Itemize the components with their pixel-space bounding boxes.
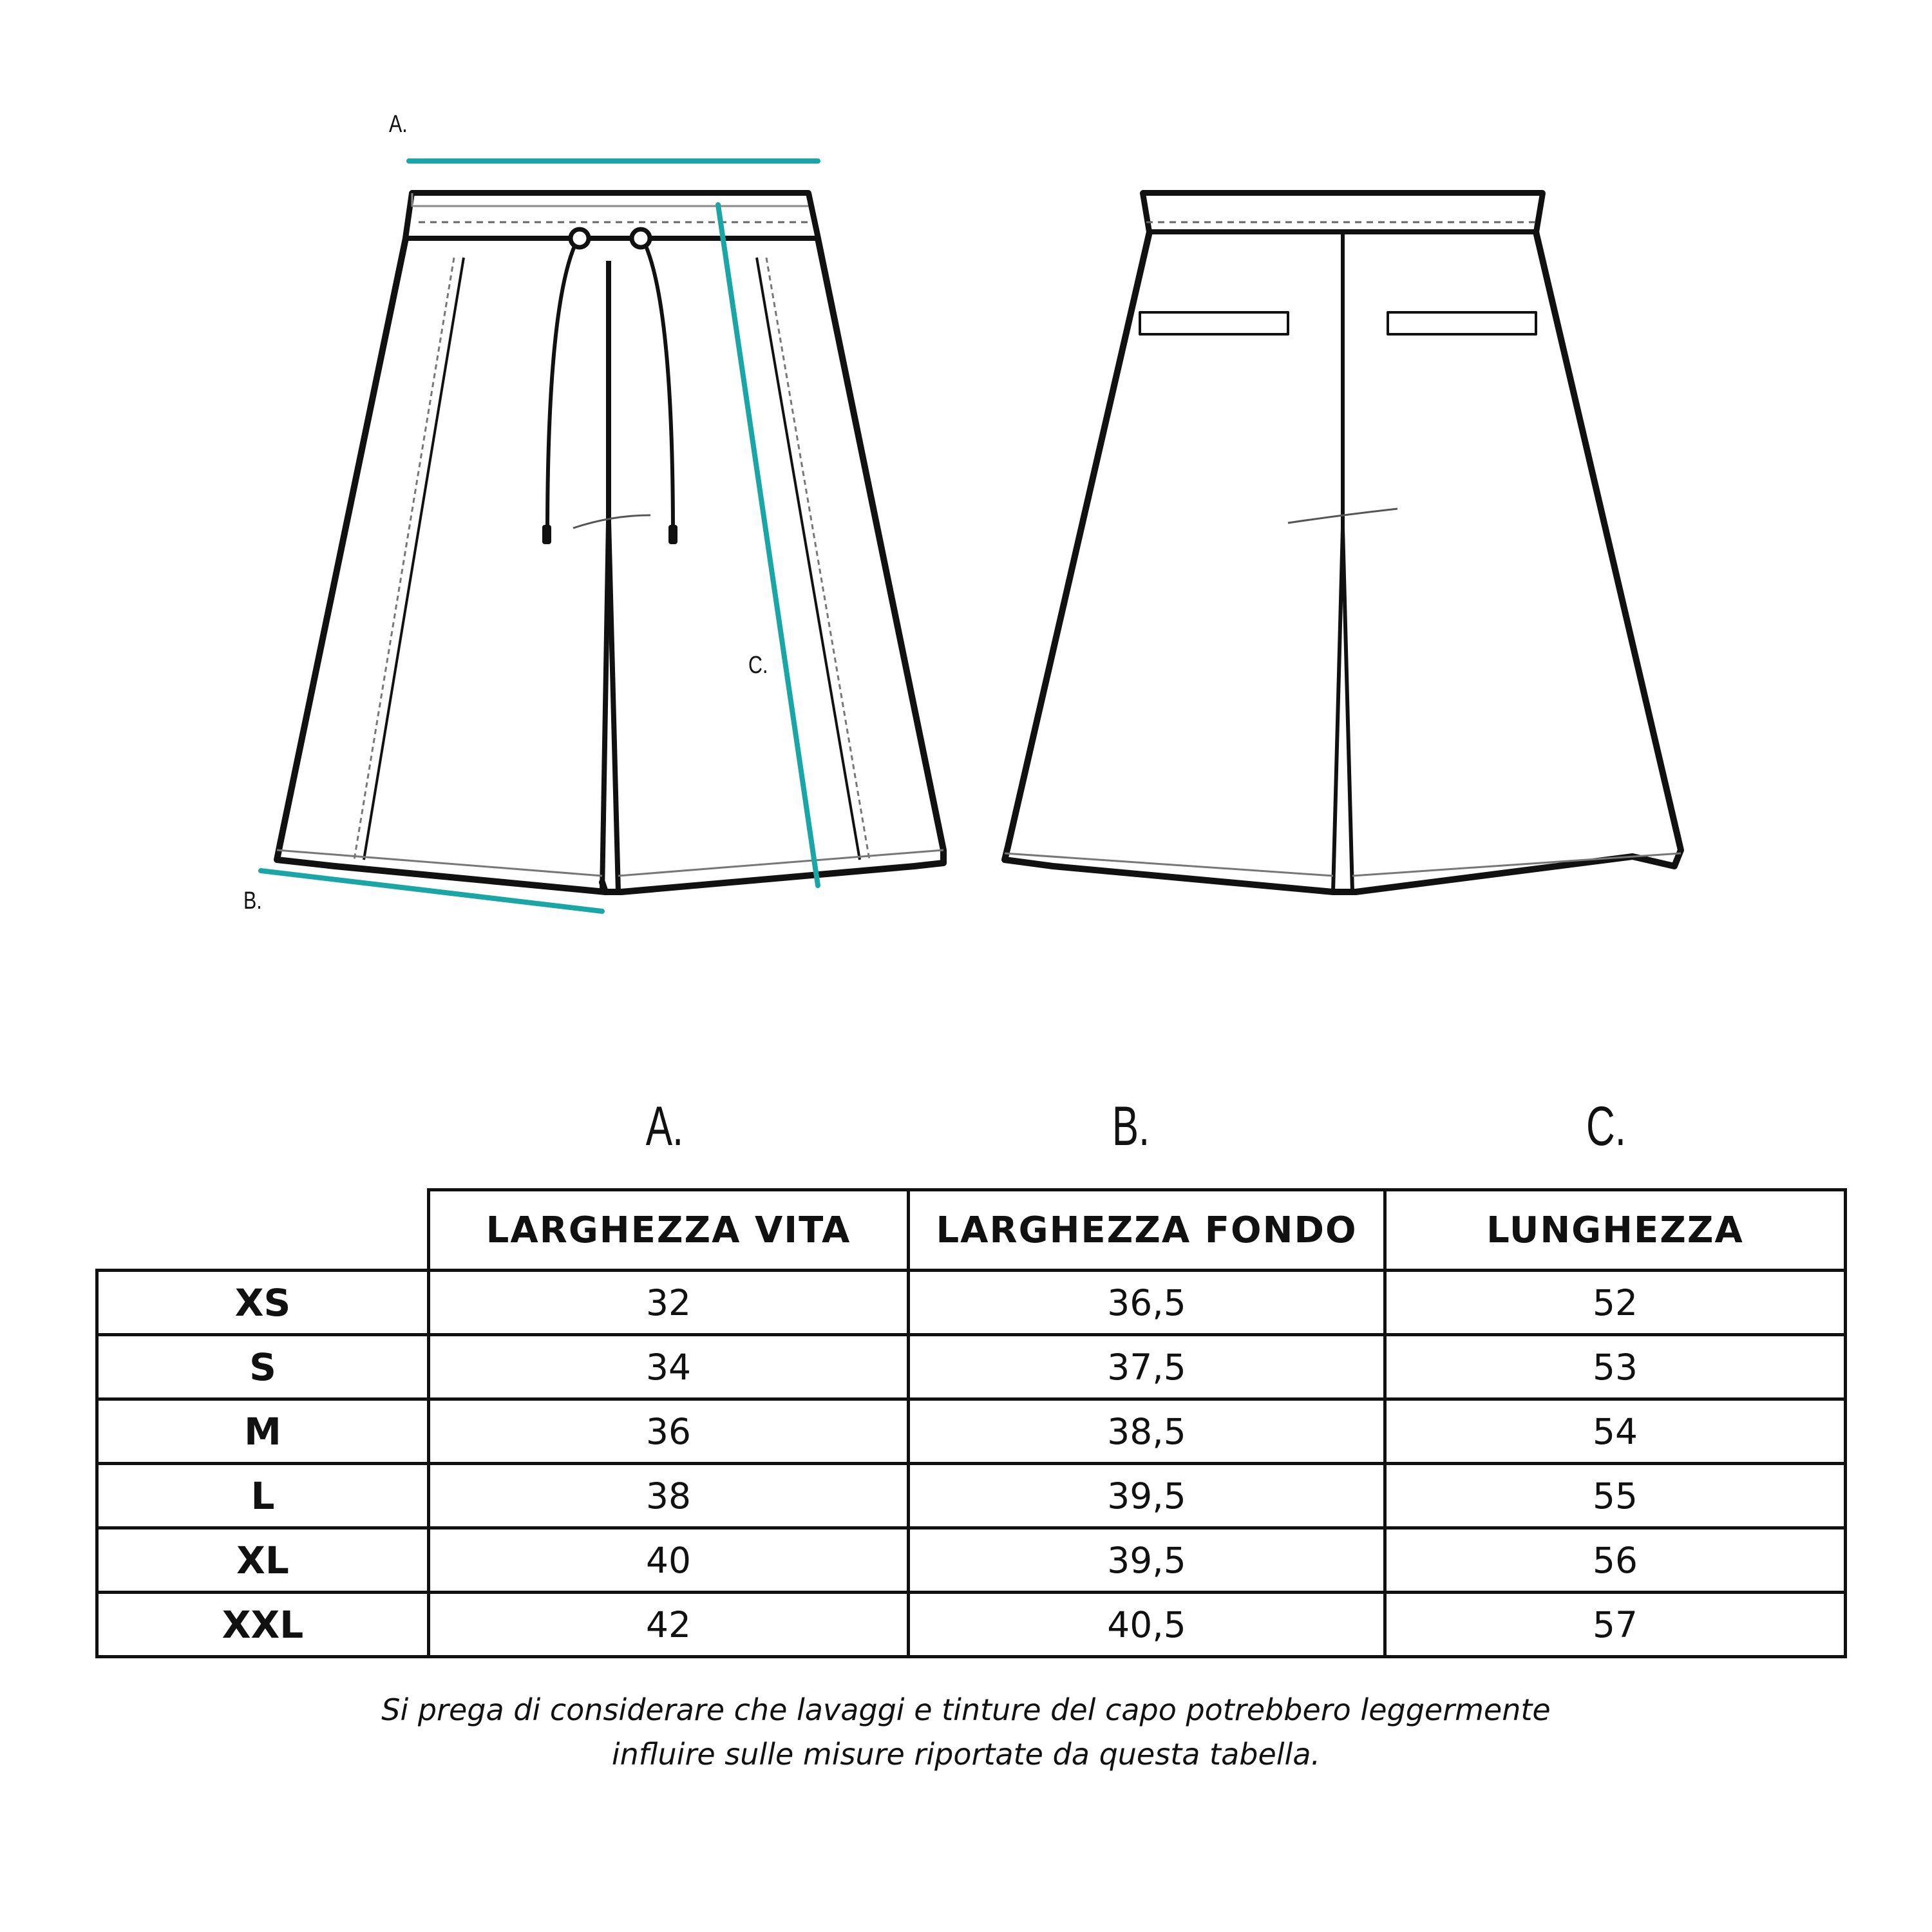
front-view-shorts xyxy=(277,193,943,892)
table-cell: 52 xyxy=(1385,1271,1846,1335)
back-pocket-left xyxy=(1140,312,1288,334)
column-letter-a: A. xyxy=(645,1095,684,1157)
disclaimer-line-1: Si prega di considerare che lavaggi e tinture del capo potrebbero leggermente xyxy=(381,1692,1551,1727)
header-larghezza-vita: LARGHEZZA VITA xyxy=(429,1190,909,1271)
table-cell: 40 xyxy=(429,1528,909,1593)
table-cell: 36,5 xyxy=(909,1271,1385,1335)
header-lunghezza: LUNGHEZZA xyxy=(1385,1190,1846,1271)
size-table xyxy=(95,1188,1847,1658)
column-letter-b: B. xyxy=(1112,1095,1150,1157)
table-cell: 40,5 xyxy=(909,1593,1385,1657)
table-row xyxy=(97,1271,1846,1335)
size-label: S xyxy=(97,1335,429,1399)
table-row xyxy=(97,1464,1846,1528)
label-b: B. xyxy=(243,887,262,914)
size-label: L xyxy=(97,1464,429,1528)
table-cell: 39,5 xyxy=(909,1464,1385,1528)
table-cell: 38 xyxy=(429,1464,909,1528)
table-row xyxy=(97,1399,1846,1464)
back-view-shorts xyxy=(1005,193,1681,892)
header-larghezza-fondo: LARGHEZZA FONDO xyxy=(909,1190,1385,1271)
size-label: XS xyxy=(97,1271,429,1335)
back-pocket-right xyxy=(1388,312,1536,334)
table-cell: 32 xyxy=(429,1271,909,1335)
table-cell: 55 xyxy=(1385,1464,1846,1528)
table-cell: 56 xyxy=(1385,1528,1846,1593)
label-c: C. xyxy=(748,652,768,679)
table-cell: 53 xyxy=(1385,1335,1846,1399)
table-row xyxy=(97,1593,1846,1657)
column-letter-c: C. xyxy=(1586,1095,1626,1157)
table-cell: 54 xyxy=(1385,1399,1846,1464)
label-a: A. xyxy=(389,111,408,138)
table-corner xyxy=(97,1190,429,1271)
size-label: XXL xyxy=(97,1593,429,1657)
table-cell: 39,5 xyxy=(909,1528,1385,1593)
table-cell: 34 xyxy=(429,1335,909,1399)
table-cell: 57 xyxy=(1385,1593,1846,1657)
size-label: XL xyxy=(97,1528,429,1593)
disclaimer-line-2: influire sulle misure riportate da questa tabella. xyxy=(611,1737,1321,1772)
table-cell: 36 xyxy=(429,1399,909,1464)
table-row xyxy=(97,1528,1846,1593)
size-label: M xyxy=(97,1399,429,1464)
table-header-row xyxy=(97,1190,1846,1271)
table-cell: 42 xyxy=(429,1593,909,1657)
table-cell: 38,5 xyxy=(909,1399,1385,1464)
table-cell: 37,5 xyxy=(909,1335,1385,1399)
table-row xyxy=(97,1335,1846,1399)
